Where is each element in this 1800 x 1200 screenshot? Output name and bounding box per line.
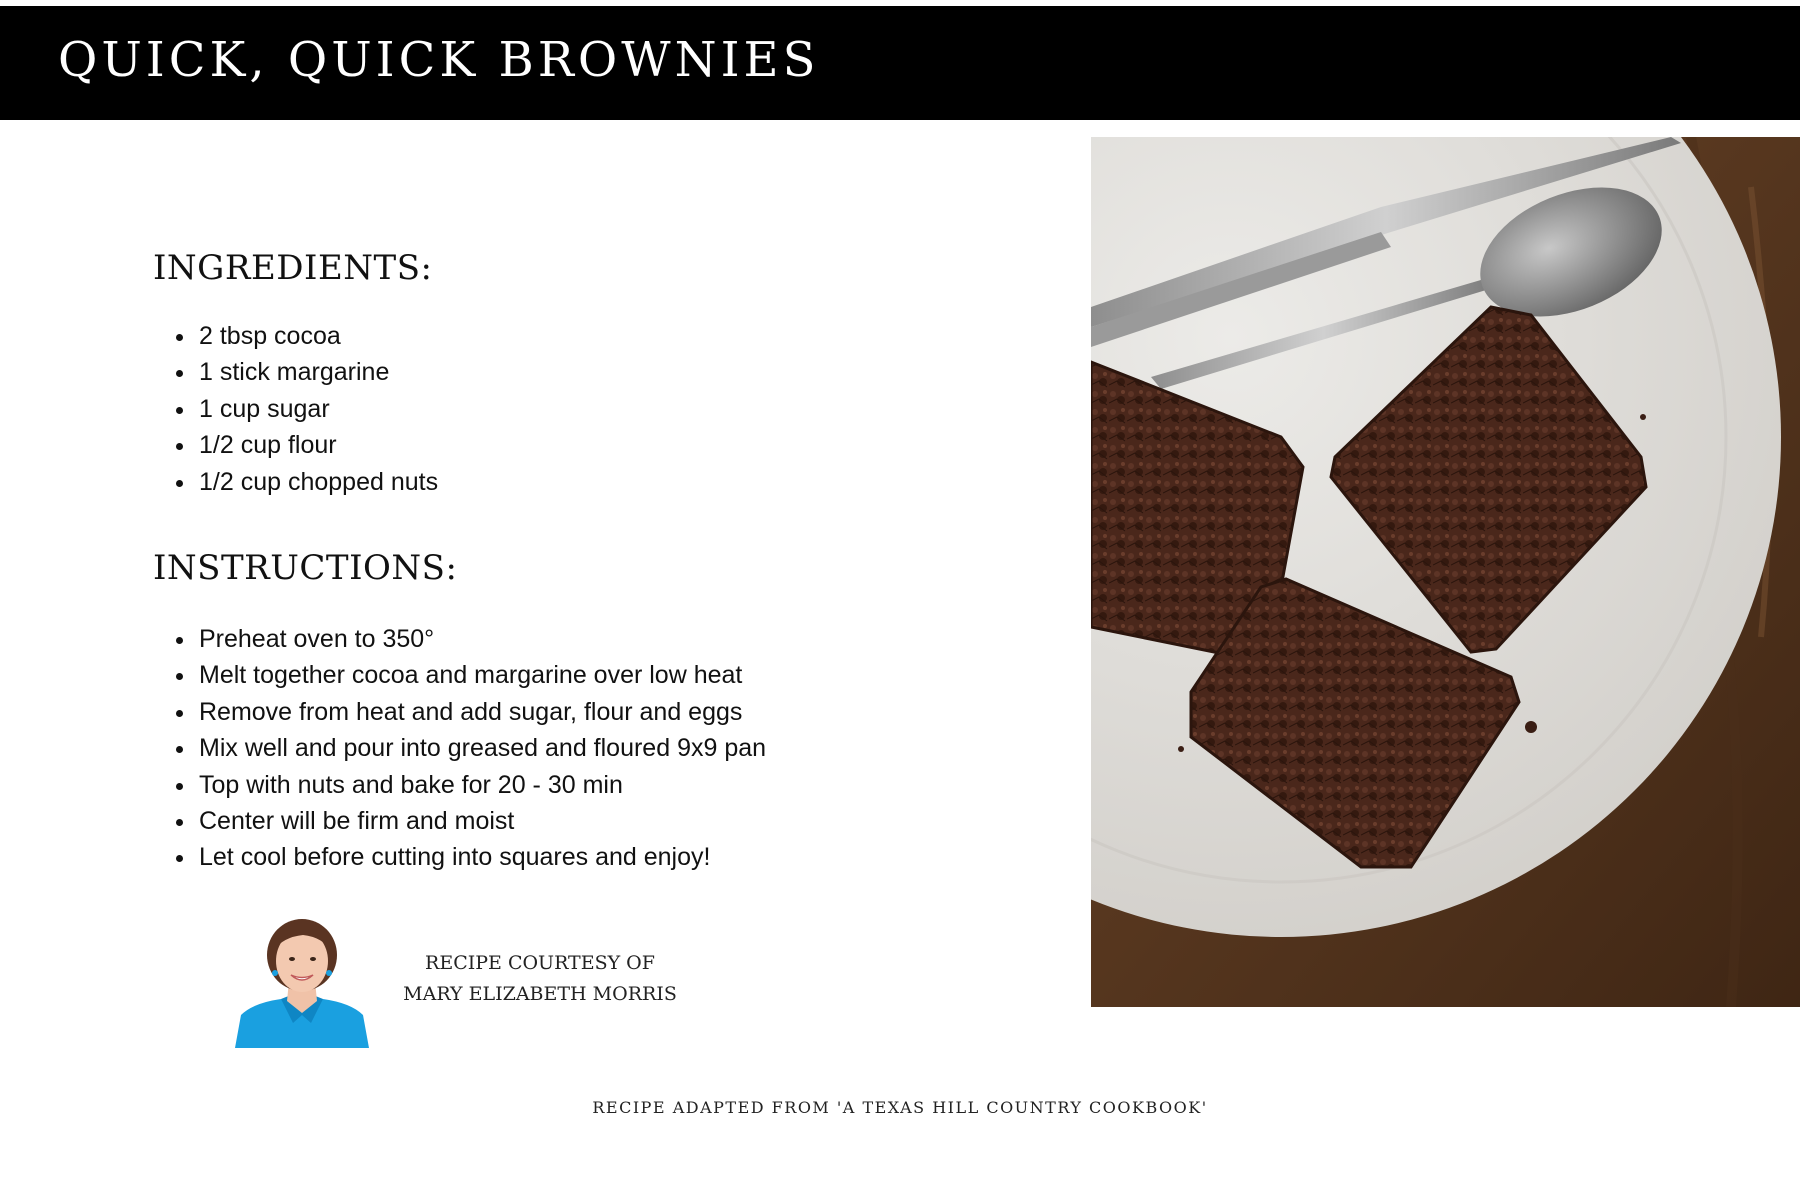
list-item: • 1 stick margarine — [197, 354, 438, 390]
woman-portrait-icon — [233, 915, 371, 1048]
page-title: QUICK, QUICK BROWNIES — [58, 32, 820, 88]
ingredients-list — [153, 318, 438, 500]
list-item: • 1 cup sugar — [197, 391, 438, 427]
list-item: • Preheat oven to 350° — [197, 621, 766, 657]
recipe-source-footer: RECIPE ADAPTED FROM 'A TEXAS HILL COUNTRY COOKBOOK' — [592, 1098, 1208, 1117]
ingredients-heading: INGREDIENTS: — [153, 248, 433, 288]
list-item: • Center will be firm and moist — [197, 803, 766, 839]
list-item: • Top with nuts and bake for 20 - 30 min — [197, 767, 766, 803]
title-bar — [0, 6, 1800, 120]
list-item: • Melt together cocoa and margarine over low heat — [197, 657, 766, 693]
brownies-photo — [1091, 137, 1800, 1007]
list-item: • Remove from heat and add sugar, flour and eggs — [197, 694, 766, 730]
instructions-heading: INSTRUCTIONS: — [153, 548, 458, 588]
list-item: • 1/2 cup chopped nuts — [197, 464, 438, 500]
instructions-list — [153, 621, 766, 876]
credit-line-1: RECIPE COURTESY OF — [425, 952, 655, 974]
author-avatar — [233, 915, 371, 1048]
credit-author-name: MARY ELIZABETH MORRIS — [403, 983, 677, 1005]
list-item: • Mix well and pour into greased and floured 9x9 pan — [197, 730, 766, 766]
list-item: • 1/2 cup flour — [197, 427, 438, 463]
brownies-on-plate-photo — [1091, 137, 1800, 1007]
list-item: • Let cool before cutting into squares and enjoy! — [197, 839, 766, 875]
list-item: • 2 tbsp cocoa — [197, 318, 438, 354]
recipe-credit — [385, 948, 695, 1010]
